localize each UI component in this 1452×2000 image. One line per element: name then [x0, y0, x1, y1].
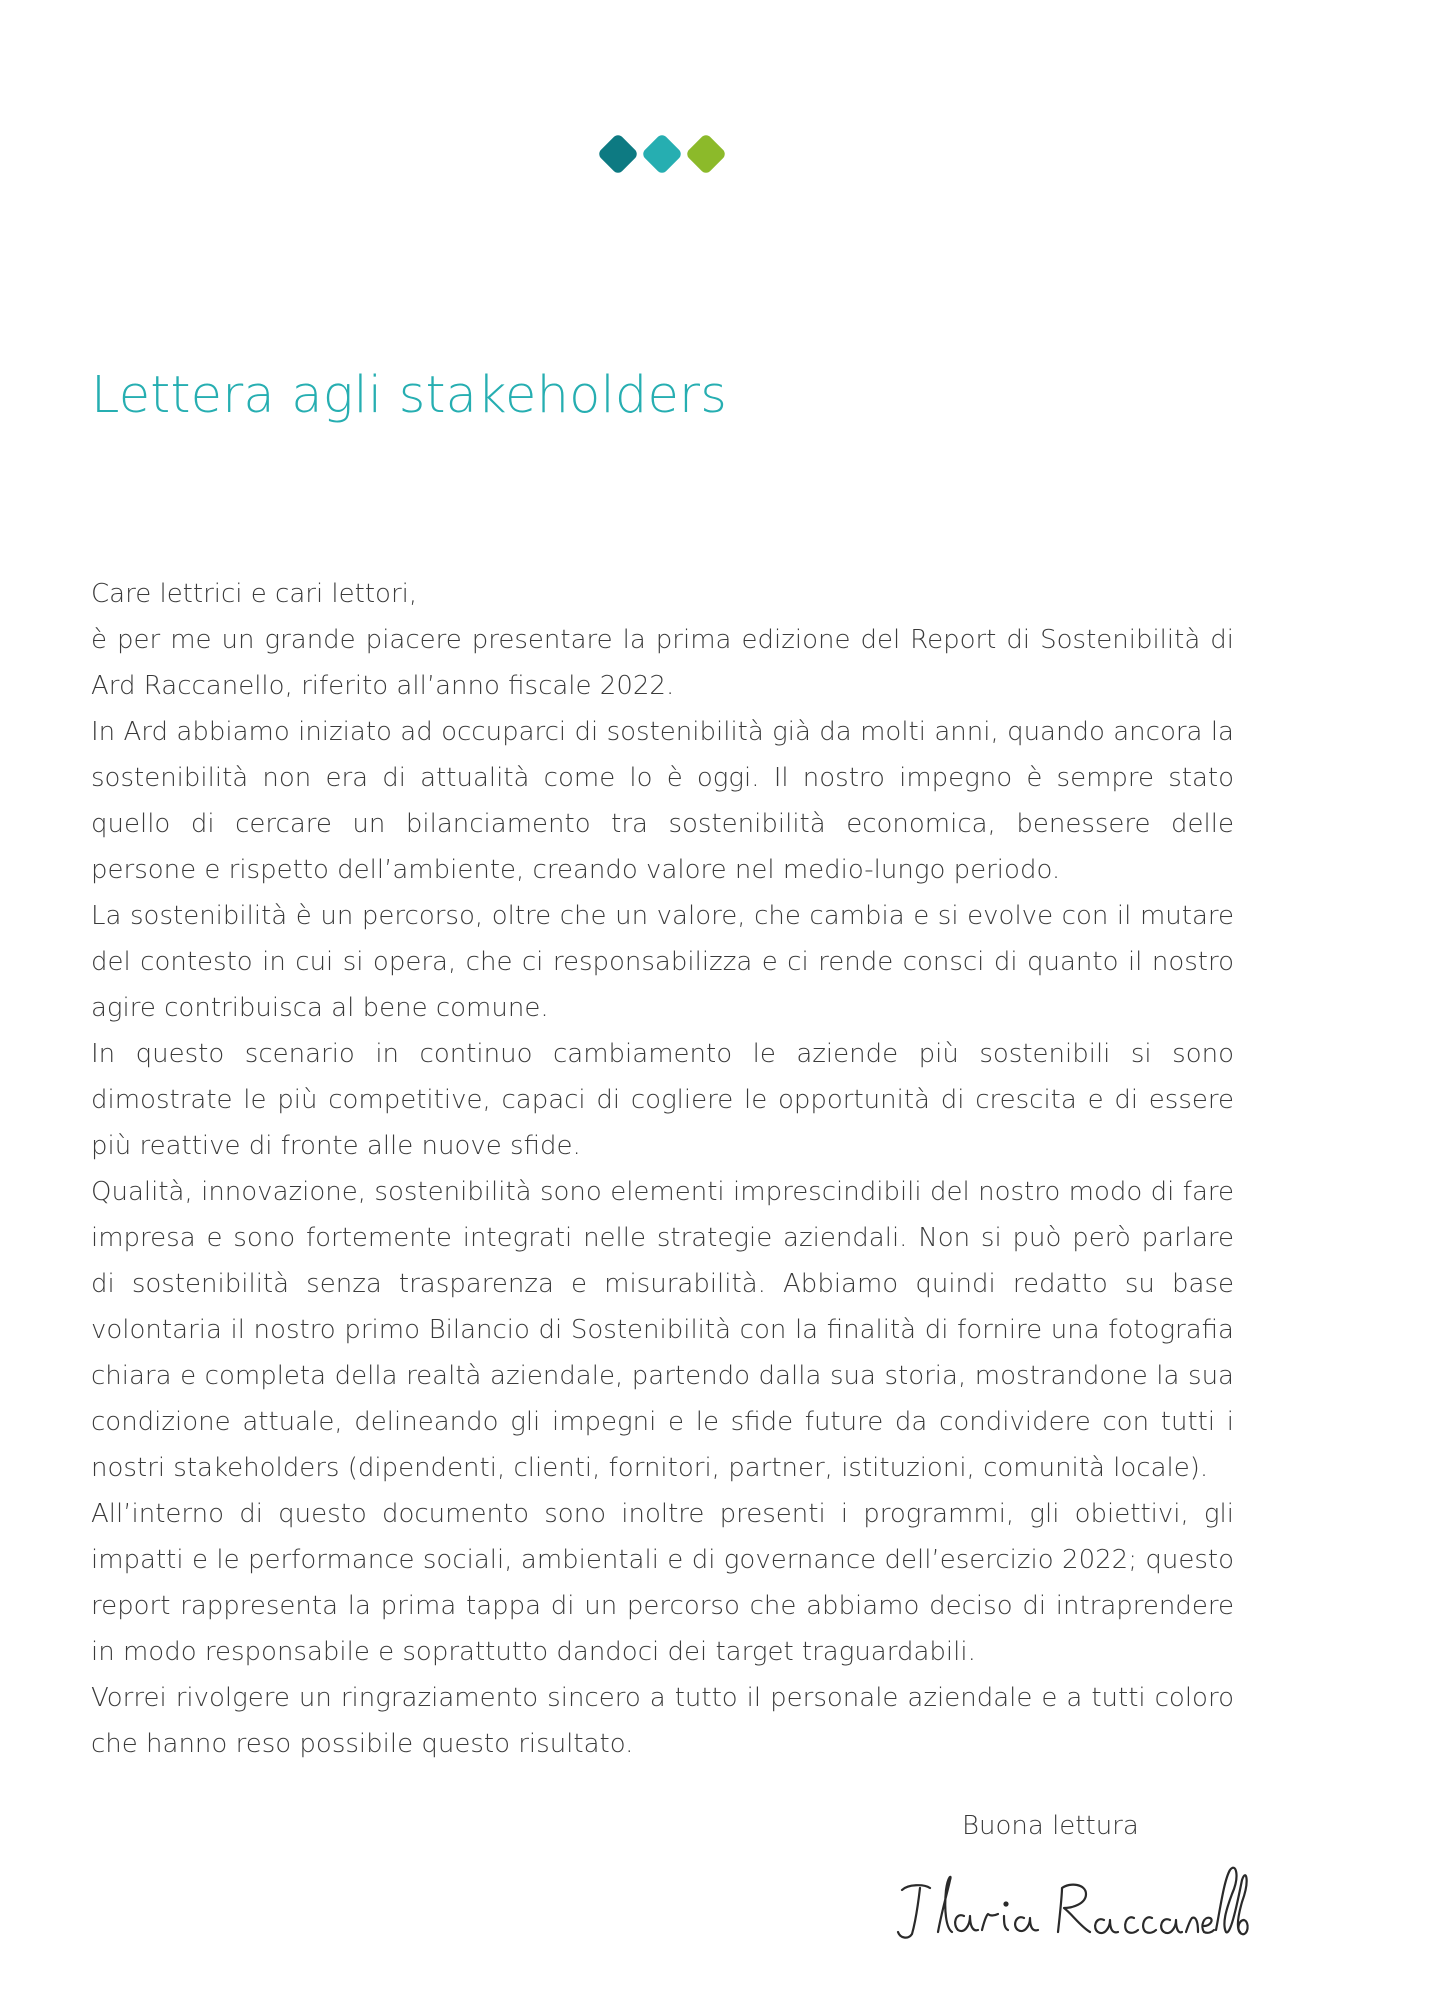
page-title: Lettera agli stakeholders: [91, 366, 728, 425]
logo-diamond-dark: [597, 133, 639, 175]
logo-diamond-green: [685, 133, 727, 175]
letter-paragraph: All’interno di questo documento sono inoltre presenti i programmi, gli obiettivi, gli impatti e le performance sociali, ambientali e di governance dell’esercizio 2022; questo report rappresenta la prima tappa di un percorso che abbiamo deciso di intraprendere in modo responsabile e soprattutto dandoci dei target traguardabili.: [91, 1499, 1234, 1667]
brand-logo-icon: [595, 131, 735, 181]
letter-paragraph: In questo scenario in continuo cambiamento le aziende più sostenibili si sono dimostrate le più competitive, capaci di cogliere le opportunità di crescita e di essere più reattive di fronte alle nuove sfide.: [91, 1039, 1234, 1161]
letter-paragraph: La sostenibilità è un percorso, oltre che un valore, che cambia e si evolve con il mutare del contesto in cui si opera, che ci responsabilizza e ci rende consci di quanto il nostro agire contribuisca al bene comune.: [91, 901, 1234, 1023]
letter-paragraph: Vorrei rivolgere un ringraziamento sincero a tutto il personale aziendale e a tutti coloro che hanno reso possibile questo risultato.: [91, 1683, 1234, 1759]
letter-paragraph: Qualità, innovazione, sostenibilità sono elementi imprescindibili del nostro modo di fare impresa e sono fortemente integrati nelle strategie aziendali. Non si può però parlare di sostenibilità senza trasparenza e misurabilità. Abbiamo quindi redatto su base volontaria il nostro primo Bilancio di Sostenibilità con la finalità di fornire una fotografia chiara e completa della realtà aziendale, partendo dalla sua storia, mostrandone la sua condizione attuale, delineando gli impegni e le sfide future da condividere con tutti i nostri stakeholders (dipendenti, clienti, fornitori, partner, istituzioni, comunità locale).: [91, 1177, 1234, 1483]
logo-diamond-teal: [641, 133, 683, 175]
letter-paragraph: Care lettrici e cari lettori,: [91, 579, 418, 609]
signature-icon: [890, 1850, 1250, 1950]
letter-paragraph: è per me un grande piacere presentare la prima edizione del Report di Sostenibilità di Ard Raccanello, riferito all’anno fiscale 2022.: [91, 625, 1234, 701]
closing-text: Buona lettura: [962, 1811, 1139, 1841]
letter-paragraph: In Ard abbiamo iniziato ad occuparci di sostenibilità già da molti anni, quando ancora la sostenibilità non era di attualità come lo è oggi. Il nostro impegno è sempre stato quello di cercare un bilanciamento tra sostenibilità economica, benessere delle persone e rispetto dell’ambiente, creando valore nel medio-lungo periodo.: [91, 717, 1234, 885]
letter-body: [91, 571, 1234, 1767]
